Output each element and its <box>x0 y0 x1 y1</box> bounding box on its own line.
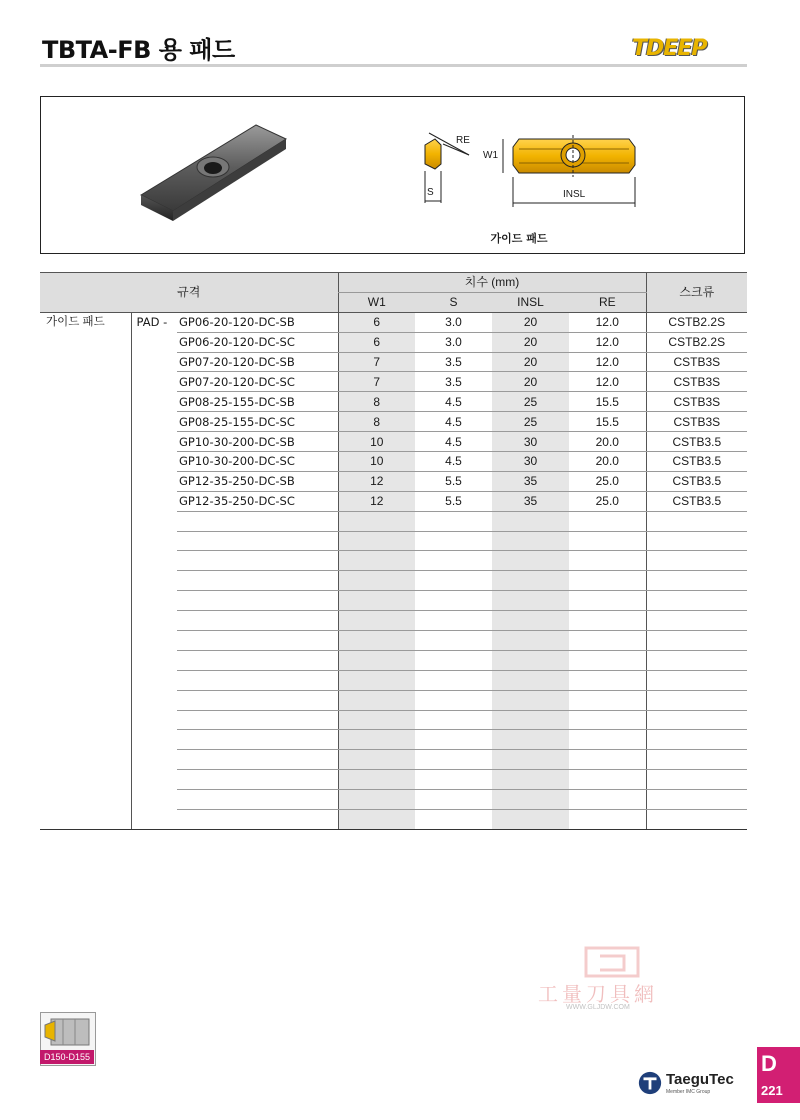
w1-cell <box>338 810 415 830</box>
prefix-cell <box>131 770 177 790</box>
s-cell <box>415 790 492 810</box>
code-cell <box>177 730 338 750</box>
category-cell <box>40 810 131 830</box>
code-cell <box>177 571 338 591</box>
tool-thumbnail-icon <box>41 1013 95 1051</box>
re-cell: 12.0 <box>569 352 646 372</box>
insl-cell <box>492 611 569 631</box>
s-cell: 5.5 <box>415 471 492 491</box>
re-cell: 12.0 <box>569 332 646 352</box>
category-cell <box>40 392 131 412</box>
screw-cell <box>646 710 747 730</box>
re-cell <box>569 790 646 810</box>
s-cell <box>415 750 492 770</box>
insl-cell: 25 <box>492 392 569 412</box>
s-cell: 4.5 <box>415 412 492 432</box>
empty-table-row <box>40 690 747 710</box>
category-cell: 가이드 패드 <box>40 312 131 332</box>
section-letter: D <box>761 1051 777 1076</box>
w1-cell <box>338 611 415 631</box>
screw-cell: CSTB3S <box>646 392 747 412</box>
screw-cell: CSTB3.5 <box>646 432 747 452</box>
category-cell <box>40 511 131 531</box>
category-cell <box>40 611 131 631</box>
re-cell <box>569 810 646 830</box>
category-cell <box>40 690 131 710</box>
insl-cell <box>492 571 569 591</box>
title-divider <box>40 64 747 67</box>
category-cell <box>40 750 131 770</box>
category-cell <box>40 491 131 511</box>
code-cell <box>177 770 338 790</box>
s-cell: 5.5 <box>415 491 492 511</box>
re-cell: 15.5 <box>569 412 646 432</box>
prefix-cell <box>131 412 177 432</box>
code-cell: GP06-20-120-DC-SC <box>177 332 338 352</box>
w1-cell <box>338 511 415 531</box>
s-cell: 4.5 <box>415 452 492 472</box>
code-cell: GP08-25-155-DC-SC <box>177 412 338 432</box>
w1-cell <box>338 790 415 810</box>
s-cell <box>415 690 492 710</box>
spec-table-body <box>40 312 747 829</box>
w1-cell: 8 <box>338 392 415 412</box>
insl-cell: 30 <box>492 432 569 452</box>
page-number: 221 <box>761 1083 783 1098</box>
subheader-s: S <box>415 292 492 312</box>
insl-cell <box>492 631 569 651</box>
prefix-cell <box>131 511 177 531</box>
empty-table-row <box>40 650 747 670</box>
code-cell <box>177 511 338 531</box>
w1-cell <box>338 730 415 750</box>
screw-cell <box>646 810 747 830</box>
insl-cell <box>492 591 569 611</box>
s-cell: 3.0 <box>415 332 492 352</box>
page-title: TBTA-FB 용 패드 <box>42 36 235 64</box>
s-cell <box>415 670 492 690</box>
empty-table-row <box>40 531 747 551</box>
insl-cell <box>492 551 569 571</box>
s-cell: 3.0 <box>415 312 492 332</box>
code-cell: GP10-30-200-DC-SB <box>177 432 338 452</box>
col-header-screw: 스크류 <box>646 273 747 313</box>
insl-cell <box>492 511 569 531</box>
re-cell <box>569 631 646 651</box>
empty-table-row <box>40 551 747 571</box>
s-cell <box>415 551 492 571</box>
w1-cell <box>338 690 415 710</box>
code-cell: GP12-35-250-DC-SB <box>177 471 338 491</box>
w1-cell <box>338 571 415 591</box>
w1-cell <box>338 710 415 730</box>
w1-cell <box>338 631 415 651</box>
category-cell <box>40 571 131 591</box>
screw-cell <box>646 790 747 810</box>
screw-cell <box>646 571 747 591</box>
re-cell: 25.0 <box>569 471 646 491</box>
w1-cell: 6 <box>338 332 415 352</box>
insl-cell: 20 <box>492 332 569 352</box>
screw-cell: CSTB3S <box>646 352 747 372</box>
s-dimension-label: S <box>427 187 434 198</box>
insl-cell <box>492 790 569 810</box>
s-cell <box>415 650 492 670</box>
re-dimension-label: RE <box>456 135 470 146</box>
code-cell <box>177 750 338 770</box>
category-cell <box>40 631 131 651</box>
category-cell <box>40 372 131 392</box>
re-cell <box>569 710 646 730</box>
insl-cell <box>492 690 569 710</box>
code-cell: GP12-35-250-DC-SC <box>177 491 338 511</box>
prefix-cell <box>131 471 177 491</box>
code-cell <box>177 790 338 810</box>
code-cell <box>177 690 338 710</box>
s-cell <box>415 710 492 730</box>
nav-thumbnail-label[interactable]: D150-D155 <box>40 1050 94 1064</box>
spec-table <box>40 272 747 830</box>
prefix-cell <box>131 650 177 670</box>
screw-cell <box>646 690 747 710</box>
s-cell <box>415 730 492 750</box>
code-cell <box>177 650 338 670</box>
prefix-cell <box>131 352 177 372</box>
section-tab[interactable] <box>757 1047 800 1103</box>
re-cell: 12.0 <box>569 372 646 392</box>
table-row <box>40 352 747 372</box>
code-cell <box>177 710 338 730</box>
screw-cell: CSTB2.2S <box>646 312 747 332</box>
table-row <box>40 491 747 511</box>
re-cell <box>569 571 646 591</box>
table-row <box>40 452 747 472</box>
category-cell <box>40 650 131 670</box>
prefix-cell <box>131 531 177 551</box>
screw-cell <box>646 650 747 670</box>
re-cell <box>569 591 646 611</box>
table-row <box>40 332 747 352</box>
empty-table-row <box>40 631 747 651</box>
re-cell <box>569 770 646 790</box>
empty-table-row <box>40 750 747 770</box>
s-cell <box>415 611 492 631</box>
prefix-cell <box>131 670 177 690</box>
screw-cell <box>646 750 747 770</box>
re-cell <box>569 650 646 670</box>
w1-cell: 10 <box>338 432 415 452</box>
category-cell <box>40 591 131 611</box>
prefix-cell <box>131 452 177 472</box>
w1-dimension-label: W1 <box>483 150 498 161</box>
prefix-cell <box>131 810 177 830</box>
re-cell <box>569 690 646 710</box>
re-cell: 20.0 <box>569 432 646 452</box>
screw-cell: CSTB2.2S <box>646 332 747 352</box>
insl-cell <box>492 810 569 830</box>
table-row <box>40 392 747 412</box>
empty-table-row <box>40 710 747 730</box>
table-row <box>40 432 747 452</box>
screw-cell <box>646 551 747 571</box>
s-cell <box>415 770 492 790</box>
table-row <box>40 471 747 491</box>
subheader-insl: INSL <box>492 292 569 312</box>
category-cell <box>40 770 131 790</box>
code-cell: GP07-20-120-DC-SC <box>177 372 338 392</box>
s-cell <box>415 571 492 591</box>
empty-table-row <box>40 611 747 631</box>
screw-cell <box>646 511 747 531</box>
prefix-cell <box>131 392 177 412</box>
code-cell: GP07-20-120-DC-SB <box>177 352 338 372</box>
code-cell <box>177 810 338 830</box>
table-row <box>40 412 747 432</box>
subheader-w1: W1 <box>338 292 415 312</box>
code-cell: GP08-25-155-DC-SB <box>177 392 338 412</box>
screw-cell: CSTB3S <box>646 412 747 432</box>
prefix-cell <box>131 491 177 511</box>
prefix-cell <box>131 690 177 710</box>
category-cell <box>40 332 131 352</box>
category-cell <box>40 710 131 730</box>
re-cell <box>569 551 646 571</box>
empty-table-row <box>40 591 747 611</box>
s-cell: 3.5 <box>415 352 492 372</box>
insl-cell: 30 <box>492 452 569 472</box>
prefix-cell <box>131 332 177 352</box>
insl-cell <box>492 670 569 690</box>
empty-table-row <box>40 730 747 750</box>
w1-cell <box>338 750 415 770</box>
re-cell <box>569 611 646 631</box>
prefix-cell <box>131 571 177 591</box>
insl-cell <box>492 770 569 790</box>
insl-cell: 35 <box>492 491 569 511</box>
re-cell <box>569 511 646 531</box>
w1-cell: 7 <box>338 352 415 372</box>
insl-cell: 25 <box>492 412 569 432</box>
screw-cell: CSTB3.5 <box>646 452 747 472</box>
code-cell <box>177 591 338 611</box>
prefix-cell <box>131 750 177 770</box>
insl-cell: 35 <box>492 471 569 491</box>
watermark-url: WWW.GLJDW.COM <box>566 1004 630 1011</box>
re-cell: 15.5 <box>569 392 646 412</box>
prefix-cell <box>131 551 177 571</box>
table-row <box>40 312 747 332</box>
w1-cell: 10 <box>338 452 415 472</box>
w1-cell: 6 <box>338 312 415 332</box>
prefix-cell <box>131 631 177 651</box>
re-cell <box>569 750 646 770</box>
re-cell <box>569 531 646 551</box>
category-cell <box>40 412 131 432</box>
w1-cell <box>338 591 415 611</box>
insl-dimension-label: INSL <box>563 189 586 200</box>
insl-cell <box>492 710 569 730</box>
category-cell <box>40 790 131 810</box>
col-header-spec: 규격 <box>40 273 338 313</box>
col-header-dimensions: 치수 (mm) <box>338 273 646 293</box>
re-cell <box>569 730 646 750</box>
s-cell <box>415 511 492 531</box>
w1-cell: 12 <box>338 471 415 491</box>
company-subtitle: Member IMC Group <box>666 1089 711 1095</box>
screw-cell: CSTB3.5 <box>646 491 747 511</box>
w1-cell: 8 <box>338 412 415 432</box>
empty-table-row <box>40 810 747 830</box>
code-cell <box>177 611 338 631</box>
w1-cell: 12 <box>338 491 415 511</box>
category-cell <box>40 730 131 750</box>
empty-table-row <box>40 790 747 810</box>
screw-cell <box>646 770 747 790</box>
figure-caption: 가이드 패드 <box>490 232 548 245</box>
empty-table-row <box>40 670 747 690</box>
category-cell <box>40 471 131 491</box>
code-cell: GP06-20-120-DC-SB <box>177 312 338 332</box>
w1-cell <box>338 650 415 670</box>
code-cell <box>177 670 338 690</box>
category-cell <box>40 432 131 452</box>
insl-cell <box>492 531 569 551</box>
company-name: TaeguTec <box>666 1071 734 1088</box>
s-cell <box>415 631 492 651</box>
prefix-cell <box>131 611 177 631</box>
prefix-cell <box>131 591 177 611</box>
w1-cell <box>338 531 415 551</box>
re-cell <box>569 670 646 690</box>
category-cell <box>40 452 131 472</box>
screw-cell: CSTB3S <box>646 372 747 392</box>
w1-cell <box>338 770 415 790</box>
insl-cell: 20 <box>492 312 569 332</box>
screw-cell <box>646 631 747 651</box>
re-cell: 12.0 <box>569 312 646 332</box>
category-cell <box>40 352 131 372</box>
category-cell <box>40 531 131 551</box>
screw-cell <box>646 670 747 690</box>
prefix-cell <box>131 790 177 810</box>
category-cell <box>40 670 131 690</box>
code-cell <box>177 631 338 651</box>
category-cell <box>40 551 131 571</box>
tdeep-logo: TDEEP <box>632 36 707 61</box>
empty-table-row <box>40 770 747 790</box>
s-cell <box>415 810 492 830</box>
prefix-cell <box>131 730 177 750</box>
insl-cell: 20 <box>492 352 569 372</box>
subheader-re: RE <box>569 292 646 312</box>
prefix-cell <box>131 372 177 392</box>
screw-cell <box>646 591 747 611</box>
empty-table-row <box>40 511 747 531</box>
screw-cell: CSTB3.5 <box>646 471 747 491</box>
code-cell <box>177 531 338 551</box>
screw-cell <box>646 730 747 750</box>
s-cell <box>415 591 492 611</box>
taegutec-logo-icon <box>636 1070 664 1096</box>
insl-cell <box>492 650 569 670</box>
s-cell <box>415 531 492 551</box>
insl-cell: 20 <box>492 372 569 392</box>
guide-pad-3d-image <box>41 97 746 255</box>
code-cell <box>177 551 338 571</box>
code-cell: GP10-30-200-DC-SC <box>177 452 338 472</box>
table-row <box>40 372 747 392</box>
prefix-cell <box>131 710 177 730</box>
w1-cell <box>338 551 415 571</box>
prefix-cell <box>131 432 177 452</box>
figure-panel <box>40 96 745 254</box>
s-cell: 4.5 <box>415 392 492 412</box>
re-cell: 20.0 <box>569 452 646 472</box>
w1-cell <box>338 670 415 690</box>
prefix-cell: PAD - <box>136 315 168 330</box>
s-cell: 4.5 <box>415 432 492 452</box>
insl-cell <box>492 730 569 750</box>
s-cell: 3.5 <box>415 372 492 392</box>
watermark-text: 工量刀具網 <box>538 982 658 1006</box>
w1-cell: 7 <box>338 372 415 392</box>
re-cell: 25.0 <box>569 491 646 511</box>
insl-cell <box>492 750 569 770</box>
screw-cell <box>646 531 747 551</box>
empty-table-row <box>40 571 747 591</box>
screw-cell <box>646 611 747 631</box>
